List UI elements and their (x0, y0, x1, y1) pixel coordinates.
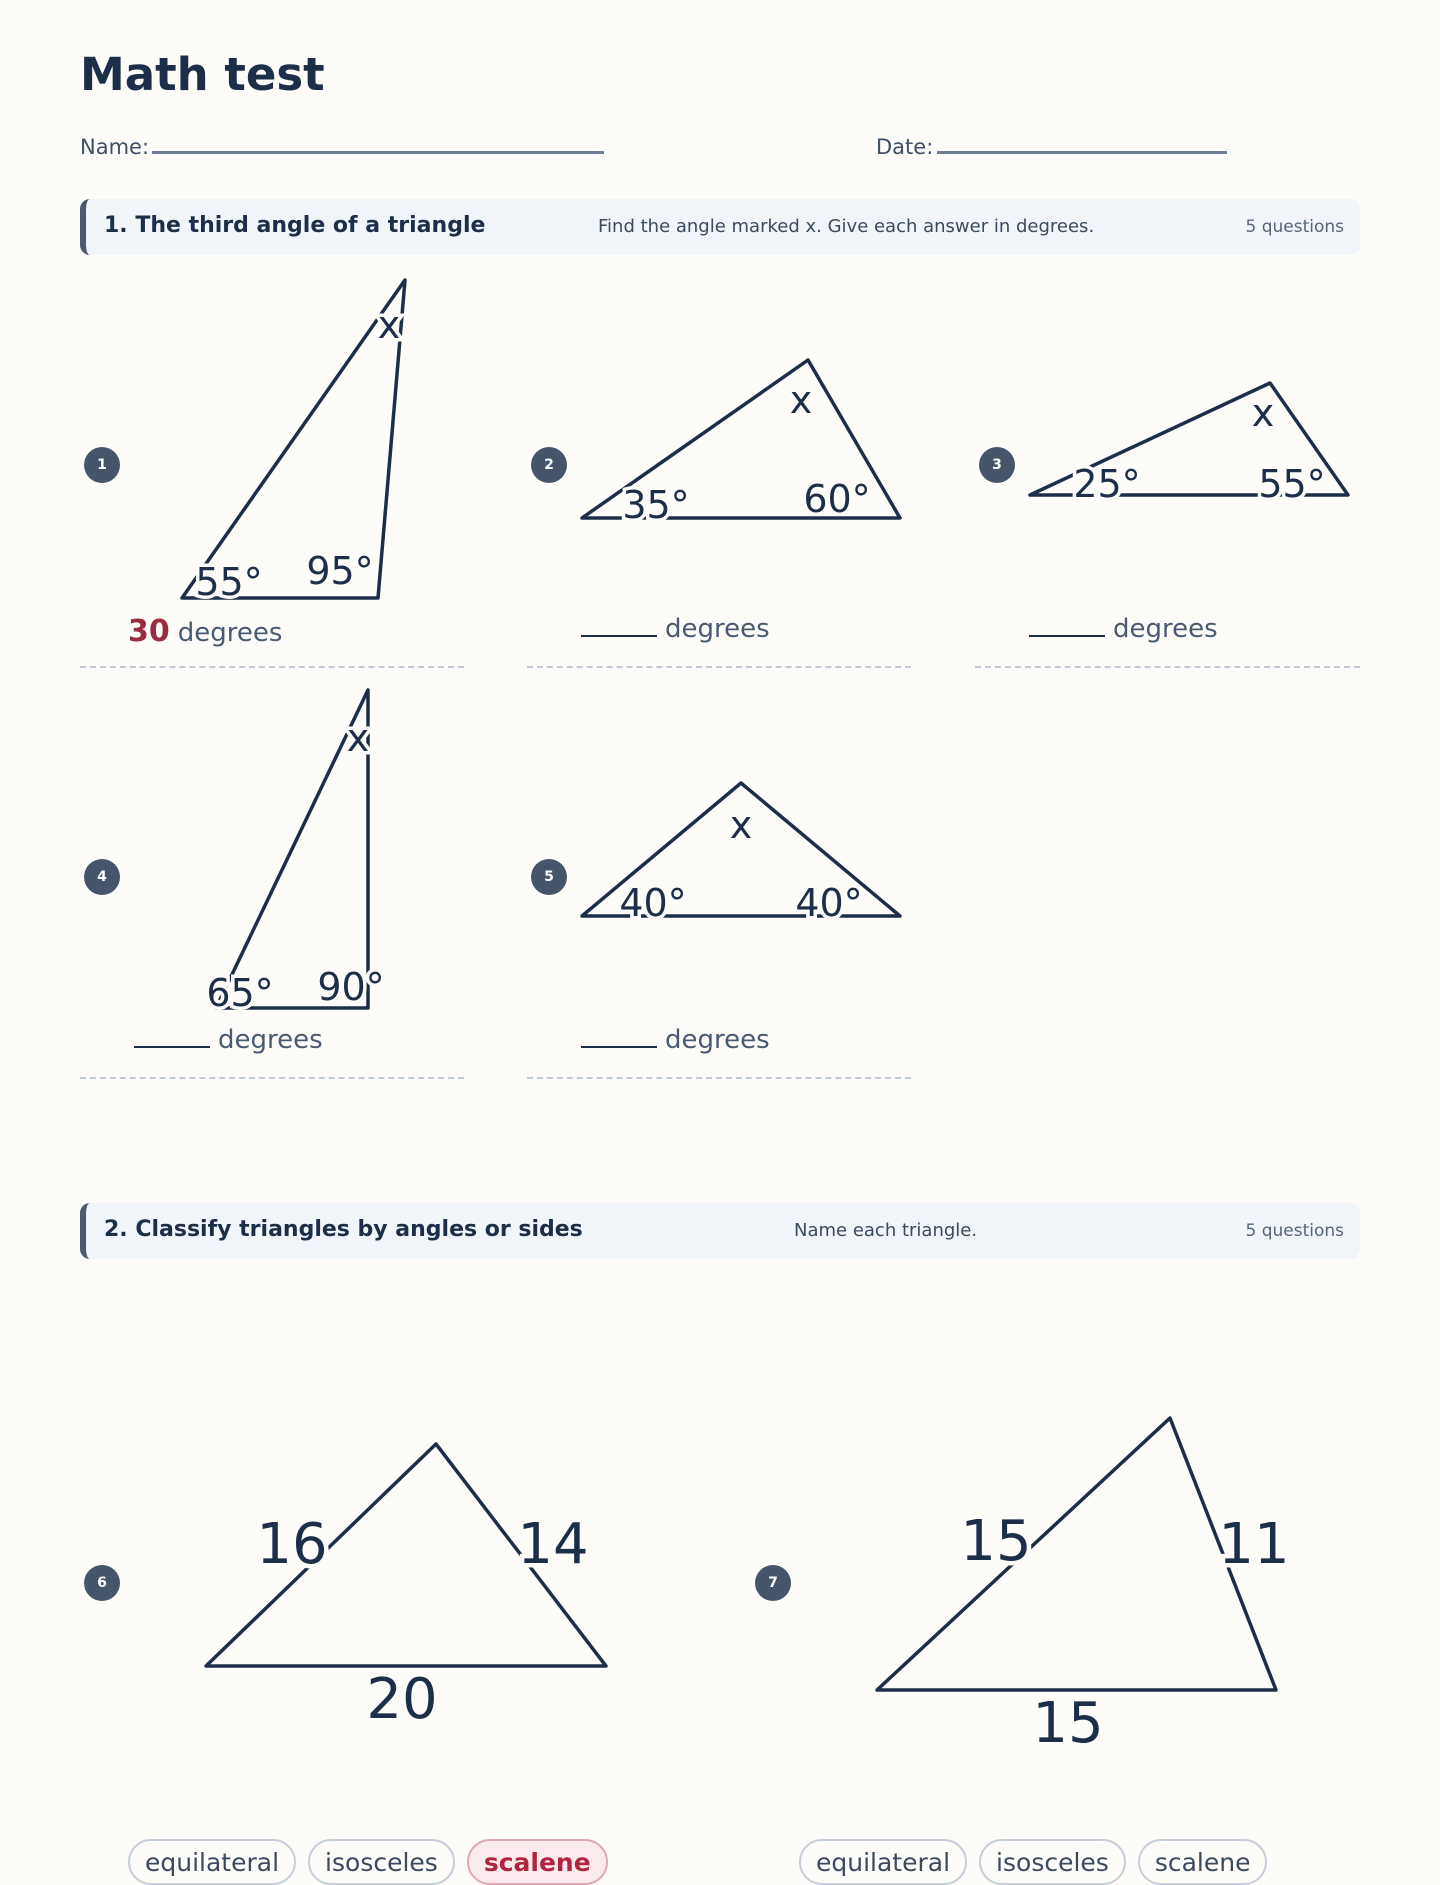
section-1-count: 5 questions (1245, 217, 1344, 237)
problem-number-badge: 5 (531, 859, 567, 895)
answer-options (799, 1839, 1267, 1885)
side-length-label: 15 (960, 1509, 1032, 1574)
angle-label: 40° (619, 881, 687, 925)
unknown-angle-label: x (789, 378, 813, 422)
side-length-label: 15 (1032, 1691, 1104, 1756)
answer-unit: degrees (218, 1025, 323, 1055)
answer-unit: degrees (665, 1025, 770, 1055)
angle-label: 55° (195, 560, 263, 604)
unknown-angle-label: x (1251, 391, 1275, 435)
section-2-instructions: Name each triangle. (794, 1220, 978, 1241)
date-label: Date: (876, 135, 934, 159)
option-scalene[interactable]: scalene (1138, 1839, 1268, 1885)
angle-label: 40° (795, 881, 863, 925)
angle-label: 25° (1073, 462, 1141, 506)
page-title: Math test (80, 48, 325, 101)
side-length-label: 11 (1218, 1512, 1290, 1577)
option-equilateral[interactable]: equilateral (128, 1839, 296, 1885)
problem-number-badge: 1 (84, 447, 120, 483)
unknown-angle-label: x (346, 716, 370, 760)
problem-number-badge: 6 (84, 1565, 120, 1601)
option-scalene-selected[interactable]: scalene (467, 1839, 608, 1885)
option-isosceles[interactable]: isosceles (979, 1839, 1126, 1885)
problem-number-badge: 3 (979, 447, 1015, 483)
name-label: Name: (80, 135, 150, 159)
side-length-label: 16 (256, 1512, 328, 1577)
triangle-shape (877, 1418, 1276, 1690)
unknown-angle-label: x (377, 303, 401, 347)
section-1-title: 1. The third angle of a triangle (104, 213, 486, 238)
angle-label: 35° (622, 483, 690, 527)
side-length-label: 14 (517, 1512, 589, 1577)
side-length-label: 20 (366, 1667, 438, 1732)
answer-value[interactable]: 30 (128, 614, 170, 649)
answer-unit: degrees (1113, 614, 1218, 644)
problem-number-badge: 4 (84, 859, 120, 895)
section-1-instructions: Find the angle marked x. Give each answer in degrees. (598, 216, 1095, 237)
section-2-title: 2. Classify triangles by angles or sides (104, 1217, 583, 1242)
angle-label: 95° (306, 549, 374, 593)
angle-label: 90° (317, 965, 385, 1009)
angle-label: 55° (1258, 462, 1326, 506)
problem-number-badge: 2 (531, 447, 567, 483)
angle-label: 65° (206, 971, 274, 1015)
answer-unit: degrees (177, 618, 283, 648)
unknown-angle-label: x (729, 803, 753, 847)
section-2-count: 5 questions (1245, 1221, 1344, 1241)
problem-number-badge: 7 (755, 1565, 791, 1601)
option-isosceles[interactable]: isosceles (308, 1839, 455, 1885)
answer-unit: degrees (665, 614, 770, 644)
angle-label: 60° (803, 477, 871, 521)
option-equilateral[interactable]: equilateral (799, 1839, 967, 1885)
